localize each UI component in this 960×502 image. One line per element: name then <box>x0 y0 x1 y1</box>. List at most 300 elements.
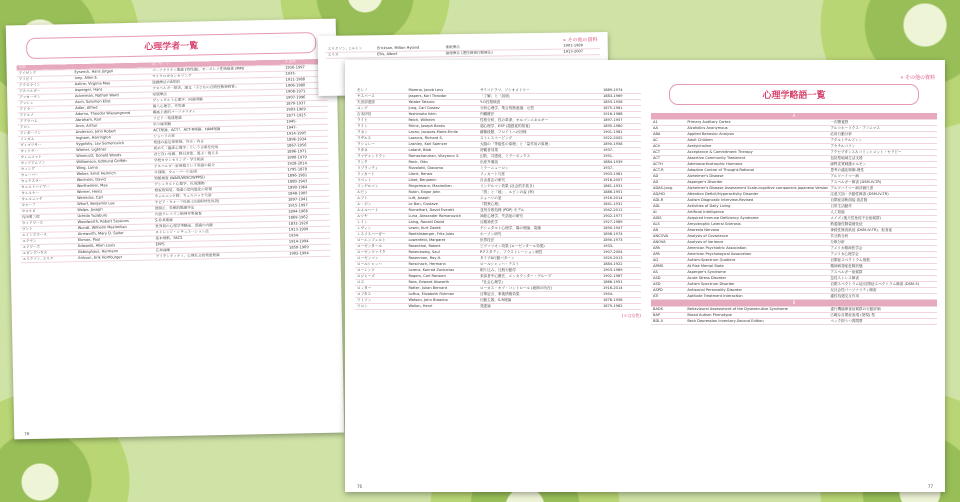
table-cell: ルフト <box>355 196 406 202</box>
column-header: 名前 <box>17 64 73 71</box>
table-cell: 基本情動、FACS <box>153 233 286 242</box>
table-cell: レイン <box>355 220 406 226</box>
table-cell: Watson, John Broadus <box>406 298 478 304</box>
table-cell: ADAS-Jcog. <box>651 186 685 192</box>
table-cell: 応用行動分析 <box>828 132 937 138</box>
table-cell: アイデンティティ、心理社会的発達理論 <box>154 251 287 260</box>
table-cell: EPPS <box>154 239 287 248</box>
table-cell: ウッドワース <box>20 220 76 227</box>
table-cell: 内田クレペリン精神作業検査 <box>153 209 286 218</box>
table-cell: ユング <box>355 106 406 112</box>
table-cell: 1890-1973 <box>601 238 641 244</box>
table-cell: AC <box>651 138 685 144</box>
page-number-right: 77 <box>927 484 933 489</box>
table-cell: 1934- <box>287 232 331 239</box>
table-cell: Acute Stress Disorder <box>685 276 828 282</box>
table-cell: Lewin, Kurt Zadek <box>406 226 478 232</box>
table-cell: 自閉症診断面接 改訂版 <box>828 198 937 204</box>
table-cell: アルコホーリクス・アノニマス <box>828 126 937 132</box>
table-cell: Rosenzweig, Saul <box>406 250 478 256</box>
table-cell: ウェルニッケ野、ウェルニッケ失語 <box>153 191 286 200</box>
table-cell: 1890-1958 <box>601 142 641 148</box>
table-cell: AD <box>651 174 685 180</box>
page-spread <box>345 60 945 492</box>
table-cell: Asperger's Syndrome <box>685 270 828 276</box>
table-cell: 1841-1931 <box>601 202 641 208</box>
table-cell: Winnicott, Donald Woods <box>74 152 152 160</box>
table-cell: Whorf, Benjamin Lee <box>75 200 153 208</box>
table-cell: ヤスパース <box>355 94 406 100</box>
table-cell: 1945- <box>284 118 328 125</box>
table-cell: Adaptive Control of Thought-Rational <box>685 168 828 174</box>
table-cell: Anderson, John Robert <box>74 128 152 136</box>
table-cell: 1911-1988 <box>283 76 327 83</box>
table-cell: 逆制止、系統的脱感作法 <box>153 203 286 212</box>
table-cell: Primary Auditory Cortex <box>685 120 828 126</box>
table-cell: 1886-1951 <box>601 190 641 196</box>
table-cell: 1937- <box>601 148 641 154</box>
table-cell: 1916-2014 <box>601 196 641 202</box>
table-cell: 論理療法 (理性感情行動療法) <box>444 49 562 57</box>
table-cell: 1900-1979 <box>285 154 329 161</box>
table-cell: Assertive Community Treatment <box>685 156 828 162</box>
table-cell: ジョハリの窓 <box>151 131 284 140</box>
table-cell: 目撃証言、事後情報効果 <box>478 292 601 298</box>
table-cell: AQ <box>651 258 685 264</box>
table-cell: ANCOVA <box>651 234 685 240</box>
table-cell: ゲシュタルト心理学、同調実験 <box>151 95 284 104</box>
table-cell: ロフタス <box>355 292 406 298</box>
table-cell: AI <box>651 210 685 216</box>
table-cell: Ivey, Allen E. <box>73 74 151 82</box>
table-cell: パーソナリティ理論 (特性論)、モーズレイ性格検査 (MPI) <box>150 65 283 74</box>
table-cell: レスリスバーガー <box>355 232 406 238</box>
table-cell: 1913-2007 <box>561 49 599 56</box>
table-cell: ADL <box>651 204 685 210</box>
table-cell: Werner, Heinz <box>75 188 153 196</box>
table-cell: Broad Autism Phenotype <box>685 313 828 319</box>
table-cell: 吊り橋実験 <box>151 119 284 128</box>
table-cell: リンゲルマン効果 (社会的手抜き) <box>478 184 601 190</box>
table-cell: 1890-1947 <box>601 226 641 232</box>
table-cell: 世界技法 <box>478 238 601 244</box>
table-cell: ウェルニッケ <box>19 196 75 203</box>
table-cell: 1901-1980 <box>561 43 599 49</box>
table-cell: 初めて「臨床心理学」という言葉を使用 <box>152 143 285 152</box>
table-cell: ピグマリオン効果 (ローゼンタール効果) <box>478 244 601 250</box>
table-cell: 1920-2013 <box>601 256 641 262</box>
table-cell: 1884-1922 <box>601 262 641 268</box>
table-cell: アイビイ <box>17 76 73 83</box>
table-cell: ARMS <box>651 264 685 270</box>
table-cell: Laing, Ronald David <box>406 220 478 226</box>
table-cell: 分析心理学、集合的無意識、元型 <box>478 106 601 112</box>
table-cell: Vygotsky, Lev Semenovich <box>74 140 152 148</box>
table-cell: 1895-1980 <box>601 124 641 130</box>
table-cell: ACT <box>651 150 685 156</box>
table-cell: 1902-1987 <box>601 274 641 280</box>
table-cell: APA <box>651 252 685 258</box>
table-cell: ALS <box>651 222 685 228</box>
table-cell: 1897-1957 <box>601 118 641 124</box>
table-cell: アドラー <box>17 106 73 113</box>
table-cell: Luria, Alexander Romanovich <box>406 214 478 220</box>
table-cell: Lorenz, Konrad Zacharias <box>406 268 478 274</box>
table-cell: Roethlisberger, Fritz Jules <box>406 232 478 238</box>
table-cell: 遂行機能障害症候群の行動評価 <box>828 307 937 313</box>
table-cell: Lacan, Jacques-Marie-Émile <box>406 130 478 136</box>
table-cell: Activities of Daily Living <box>685 204 828 210</box>
table-cell: Luft, Joseph <box>406 196 478 202</box>
table-cell: Wechsler, David <box>75 176 153 184</box>
table-cell: Ringelmann, Maximilien <box>406 184 478 190</box>
table-cell: Ackerman, Nathan Ward <box>73 92 151 100</box>
table-cell: 相貌的知覚、発達の定向進化の原理 <box>152 185 285 194</box>
table-cell: 世界初の心理学実験室、意識の内観 <box>153 221 286 230</box>
column-header: 生没年 <box>283 59 327 65</box>
table-cell: 弁別閾、ウェーバーの法則 <box>152 167 285 176</box>
table-cell: ルメルハート <box>355 208 406 214</box>
table-cell: 1937- <box>601 166 641 172</box>
table-cell: アメリカ精神医学会 <box>828 246 937 252</box>
table-cell: 思考の適応制御-理性 <box>828 168 937 174</box>
table-cell: 1907-1996 <box>284 94 328 101</box>
table-cell: A1 <box>651 120 685 126</box>
page-number-left: 76 <box>357 484 363 489</box>
table-cell: Eysenck, Hans Jürgen <box>72 68 150 76</box>
table-cell: エリス <box>326 52 375 59</box>
table-cell: 適性処遇交互作用 <box>828 294 937 300</box>
table-cell: ジョハリの窓 <box>478 196 601 202</box>
table-cell: 吉本伊信 <box>355 112 406 118</box>
table-cell: Jung, Carl Gustav <box>406 106 478 112</box>
table-cell: AD <box>651 180 685 186</box>
table-cell: Wolpe, Joseph <box>75 206 153 214</box>
table-cell: 1928-2014 <box>285 160 329 167</box>
table-cell: リビドー発達理論 <box>151 113 284 122</box>
table-cell: BAP <box>651 313 685 319</box>
table-cell: 注意欠如・多動性障害 (DSM-IV-TR) <box>828 192 937 198</box>
table-cell: Wundt, Wilhelm Maximilian <box>76 224 154 232</box>
table-cell: Aron, Arthur <box>74 122 152 130</box>
table-cell: ロッター <box>355 286 406 292</box>
table-cell: Asperger's Disorder <box>685 180 828 186</box>
table-cell: ルリヤ <box>355 214 406 220</box>
psychologist-list-column <box>355 88 641 319</box>
table-cell: Weber, Ernst Heinrich <box>75 170 153 178</box>
table-cell: アブラハム <box>18 118 74 125</box>
table-cell: APA <box>651 246 685 252</box>
table-cell: エクマン <box>20 238 76 245</box>
table-cell: ACh <box>651 144 685 150</box>
table-cell: 超心理学、ESP (超感覚的知覚) <box>478 124 601 130</box>
reference-label: » その他の資料 <box>900 75 935 81</box>
table-cell: 1927-1989 <box>601 220 641 226</box>
table-cell: 1933- <box>283 70 327 77</box>
table-cell: エイズ (後天性免疫不全症候群) <box>828 216 937 222</box>
table-cell: Attention Deficit/Hyperactivity Disorder <box>685 192 828 198</box>
table-cell: Beck Depression Inventory-Second Edition <box>685 319 828 325</box>
table-cell: Ekman, Paul <box>76 236 154 244</box>
table-cell: アスペルガー障害、論文「子どもの自閉性精神病質」 <box>150 83 283 92</box>
table-cell: Rogers, Carl Ransom <box>406 274 478 280</box>
table-cell: Adult Children <box>685 138 828 144</box>
table-cell: Yoshimoto Ishin <box>406 112 478 118</box>
page-number: 76 <box>24 431 30 437</box>
table-cell: 個人心理学、劣等感 <box>151 101 284 110</box>
table-cell: Ramachandran, Vilayanur S. <box>406 154 478 160</box>
table-cell: Ainsworth, Mary D. Salter <box>76 230 154 238</box>
table-cell: Y-G性格検査 <box>478 100 601 106</box>
table-cell: P-Fスタディ、フラストレーション耐性 <box>478 250 601 256</box>
table-cell: マイクロカウンセリング <box>150 71 283 80</box>
table-cell: Ellis, Albert <box>375 51 444 58</box>
table-cell: 1890-1964 <box>286 184 330 191</box>
table-cell: ゲシュタルト心理学、仮現運動 <box>152 179 285 188</box>
table-cell: 1795-1878 <box>285 166 329 173</box>
table-cell: 1898-1974 <box>601 232 641 238</box>
psychologist-table <box>17 59 331 263</box>
table-cell: 大脳の「等能性の原理」と「量作用の原理」 <box>478 142 601 148</box>
table-cell: 日常生活動作 <box>828 204 937 210</box>
table-cell: 発達の最近接領域、外言・内言 <box>151 137 284 146</box>
table-cell: ACT-R <box>651 168 685 174</box>
abbreviation-title: 心理学略語一覧 <box>669 84 919 105</box>
table-cell: ランク <box>355 160 406 166</box>
table-cell: ウォーフ <box>19 202 75 209</box>
table-cell: Williamson, Edmund Griffith <box>74 158 152 166</box>
table-cell: 1902-1994 <box>287 250 331 257</box>
table-cell: Acetylcholine <box>685 144 828 150</box>
table-cell: ACT <box>651 156 685 162</box>
table-cell: ライン <box>355 124 406 130</box>
table-cell: 1903-1989 <box>601 268 641 274</box>
table-cell: Rosenthal, Robert <box>406 244 478 250</box>
table-cell: Adler, Alfred <box>73 104 151 112</box>
table-cell: Wertheimer, Max <box>75 182 153 190</box>
table-cell: Behavioural Assessment of the Dysexecutive Syndrome <box>685 307 828 313</box>
table-cell: BDI-II <box>651 319 685 325</box>
table-cell: AIDS <box>651 216 685 222</box>
table-cell: ホーソン研究 <box>478 232 601 238</box>
table-cell: ストレスコーピング <box>478 136 601 142</box>
table-cell: 1866-1951 <box>601 280 641 286</box>
table-cell: アスペルガー障害 (DSM-IV-TR) <box>828 180 937 186</box>
table-cell: 学校カウンセリング・学生相談 <box>152 155 285 164</box>
table-cell: Wing, Lorna <box>74 164 152 172</box>
table-cell: ロジャーズ <box>355 274 406 280</box>
table-cell: Reich, Wilhelm <box>406 118 478 124</box>
table-cell: リッカート尺度 <box>478 172 601 178</box>
table-cell: ウェクスラー <box>19 178 75 185</box>
table-cell: 神経性無食欲症 (DSM-IV-TR)、拒食症 <box>828 228 937 234</box>
table-cell: 1944- <box>601 292 641 298</box>
abbreviation-row <box>651 319 937 325</box>
table-cell: 広範な自閉症表現 (発現) 型 <box>828 313 937 319</box>
table-cell: Rhine, Joseph Banks <box>406 124 478 130</box>
table-cell: 忘却曲線 <box>154 245 287 254</box>
table-cell: Artificial Intelligence <box>685 210 828 216</box>
table-cell: 1916-1988 <box>601 112 641 118</box>
table-cell: Witmer, Lightner <box>74 146 152 154</box>
table-cell: ウェルナー <box>19 190 75 197</box>
table-cell: アスペルガー症候群という用語の紹介 <box>152 161 285 170</box>
table-cell: リンゲルマン <box>355 184 406 190</box>
table-cell: BADS <box>651 307 685 313</box>
table-cell: ADI-R <box>651 198 685 204</box>
table-cell: ラマチャンドラン <box>355 154 406 160</box>
table-cell: Alcoholics Anonymous <box>685 126 828 132</box>
table-cell: 内観療法 <box>478 112 601 118</box>
table-cell: Acquired Immune Deficiency Syndrome <box>685 216 828 222</box>
table-cell: 催眠療法 <box>444 44 562 51</box>
table-cell: 『社会心理学』 <box>478 280 601 286</box>
table-cell: Ebbinghaus, Hermann <box>76 248 154 256</box>
table-cell: Amyotrophic Lateral Sclerosis <box>685 222 828 228</box>
section-letter: B <box>651 300 937 307</box>
table-cell: 1933- <box>601 244 641 250</box>
table-cell: ローゼンツァイク <box>355 250 406 256</box>
table-cell: ウォルピ <box>20 208 76 215</box>
table-cell: ウェルトハイマー <box>19 184 75 191</box>
table-cell: 「図」と「地」、ルビンの盃 (杯) <box>478 190 601 196</box>
table-cell: 1861-1931 <box>601 184 641 190</box>
table-cell: リベット <box>355 178 406 184</box>
table-cell: ストレンジ・シチュエーション法 <box>153 227 286 236</box>
table-cell: 1896-1981 <box>285 172 329 179</box>
table-cell: 1906-1980 <box>284 82 328 89</box>
table-cell: 出産外傷説 <box>478 160 601 166</box>
table-cell: Rosenman, Ray H. <box>406 256 478 262</box>
table-cell: Rumelhart, David Everett <box>406 208 478 214</box>
table-cell: 1914-1994 <box>287 238 331 245</box>
table-cell: AN <box>651 228 685 234</box>
table-cell: At Risk Mental State <box>685 264 828 270</box>
table-cell: 1867-1956 <box>285 142 329 149</box>
table-cell: ベック抑うつ質問票 <box>828 319 937 325</box>
table-cell: 1901-1981 <box>601 130 641 136</box>
table-cell: ローゼンタール <box>355 244 406 250</box>
table-cell: 自閉スペクトラム症/自閉症スペクトラム障害 (DSM-5) <box>828 282 937 288</box>
table-cell: 共分散分析 <box>828 234 937 240</box>
table-cell: Rorschach, Hermann <box>406 262 478 268</box>
table-cell: Likert, Rensis <box>406 172 478 178</box>
table-cell: 内田勇三郎 <box>20 214 76 221</box>
table-cell: 知能検査 (WAIS/WISC/WPPSI) <box>152 173 285 182</box>
table-cell: Edwards, Allen Louis <box>76 242 154 250</box>
table-cell: Lashley, Karl Spencer <box>406 142 478 148</box>
table-cell: ACT理論、ACT*、ACT-R理論、HAM理論 <box>151 125 284 134</box>
table-cell: 1896-1934 <box>285 136 329 143</box>
table-cell: ローレンツ <box>355 268 406 274</box>
section-letter: A <box>651 113 937 120</box>
table-cell: 1875-1961 <box>601 106 641 112</box>
table-cell: ロールシャッハ <box>355 262 406 268</box>
table-cell: リゾラッティ <box>355 166 406 172</box>
table-cell: 神経心理学、失語症の研究 <box>478 214 601 220</box>
table-cell: Adorno, Theodor Wiesengrund <box>73 110 151 118</box>
table-cell: エインズワース <box>20 232 76 239</box>
table-cell: Autism Spectrum Disorder <box>685 282 828 288</box>
table-cell: Rizzolatti, Giacomo <box>406 166 478 172</box>
table-cell: アッシュ <box>17 100 73 107</box>
table-cell: ラタネ <box>355 148 406 154</box>
table-cell: 1902-1977 <box>601 214 641 220</box>
table-cell: 1915-1997 <box>286 202 330 209</box>
abbreviation-list-column <box>651 78 937 325</box>
table-cell: サピア・ウォーフ仮説 (言語相対性仮説) <box>153 197 286 206</box>
table-cell: 1907-2004 <box>601 250 641 256</box>
table-cell: 1916-2014 <box>601 286 641 292</box>
table-cell: 1877-1925 <box>284 112 328 119</box>
table-cell: Ingham, Harrington <box>74 134 152 142</box>
table-cell: Loftus, Elizabeth Fishman <box>406 292 478 298</box>
table-cell: アクスライン <box>17 82 73 89</box>
table-cell: 副腎皮質刺激ホルモン <box>828 162 937 168</box>
table-cell: Abraham, Karl <box>73 116 151 124</box>
table-cell: Rotter, Julian Bernard <box>406 286 478 292</box>
abbreviation-table <box>651 113 937 325</box>
table-cell: Axline, Virginia Mae <box>73 80 151 88</box>
table-cell: Alzheimer's Disease Assessment Scale-cognitive component-Japanese Version <box>687 186 829 190</box>
table-cell: Applied Behavior Analysis <box>685 132 828 138</box>
table-cell: ASD <box>651 282 685 288</box>
table-cell: American Psychiatric Association <box>685 246 828 252</box>
table-cell: ウィリアムソン <box>19 160 75 167</box>
table-cell: Adrenocorticotrophic Hormone <box>685 162 828 168</box>
table-cell: Wallon, Henri <box>406 304 478 310</box>
table-cell: American Psychological Association <box>685 252 828 258</box>
table-cell: 1922-2002 <box>601 136 641 142</box>
table-cell: ヴィゴツキー <box>18 142 74 149</box>
table-cell: Libet, Benjamin <box>406 178 478 184</box>
table-cell: Anorexia Nervosa <box>685 228 828 234</box>
table-cell: 精神病発症危険状態 <box>828 264 937 270</box>
table-cell: ローエンフェルト <box>355 238 406 244</box>
table-cell: Alzheimer's Disease <box>685 174 828 180</box>
table-cell: アセチルコリン <box>828 144 937 150</box>
table-cell: ウィニコット <box>18 154 74 161</box>
table-cell: 「了解」と「説明」 <box>478 94 601 100</box>
table-cell: 傍観者効果 <box>478 148 601 154</box>
table-cell: 幻肢、共感覚、ミラーボックス <box>478 154 601 160</box>
table-cell: 人工知能 <box>828 210 937 216</box>
female-footnote: (＊は女性) <box>621 313 641 318</box>
table-cell: AS <box>651 270 685 276</box>
table-cell: 1889-1974 <box>601 88 641 94</box>
table-cell: 筋萎縮性側索硬化症 <box>828 222 937 228</box>
table-cell: 1883-1969 <box>601 94 641 100</box>
table-cell: Asch, Solomon Eliot <box>73 98 151 106</box>
table-cell: 自閉症スペクトラム指数 <box>828 258 937 264</box>
table-cell: ワトソン <box>355 298 406 304</box>
table-cell: ラシュレー <box>355 142 406 148</box>
table-cell: 発達論 <box>478 304 601 310</box>
table-cell: ミラーニューロン <box>478 166 601 172</box>
table-cell: 1942-2011 <box>601 208 641 214</box>
table-cell: 遊戯療法の8原則 <box>150 77 283 86</box>
table-cell: 1897-1941 <box>286 196 330 203</box>
reference-label: » その他の資料 <box>562 37 598 44</box>
table-cell: ACTH <box>651 162 685 168</box>
table-cell: AD/HD <box>651 192 685 198</box>
table-cell: 1832-1920 <box>286 220 330 227</box>
table-cell: 1903-1969 <box>284 106 328 113</box>
abbreviation-section-header <box>651 300 937 307</box>
table-cell: ゲシュタルト心理学、場の理論、葛藤 <box>478 226 601 232</box>
table-cell: ローゼンマン <box>355 256 406 262</box>
table-cell: Lazarus, Richard S. <box>406 136 478 142</box>
